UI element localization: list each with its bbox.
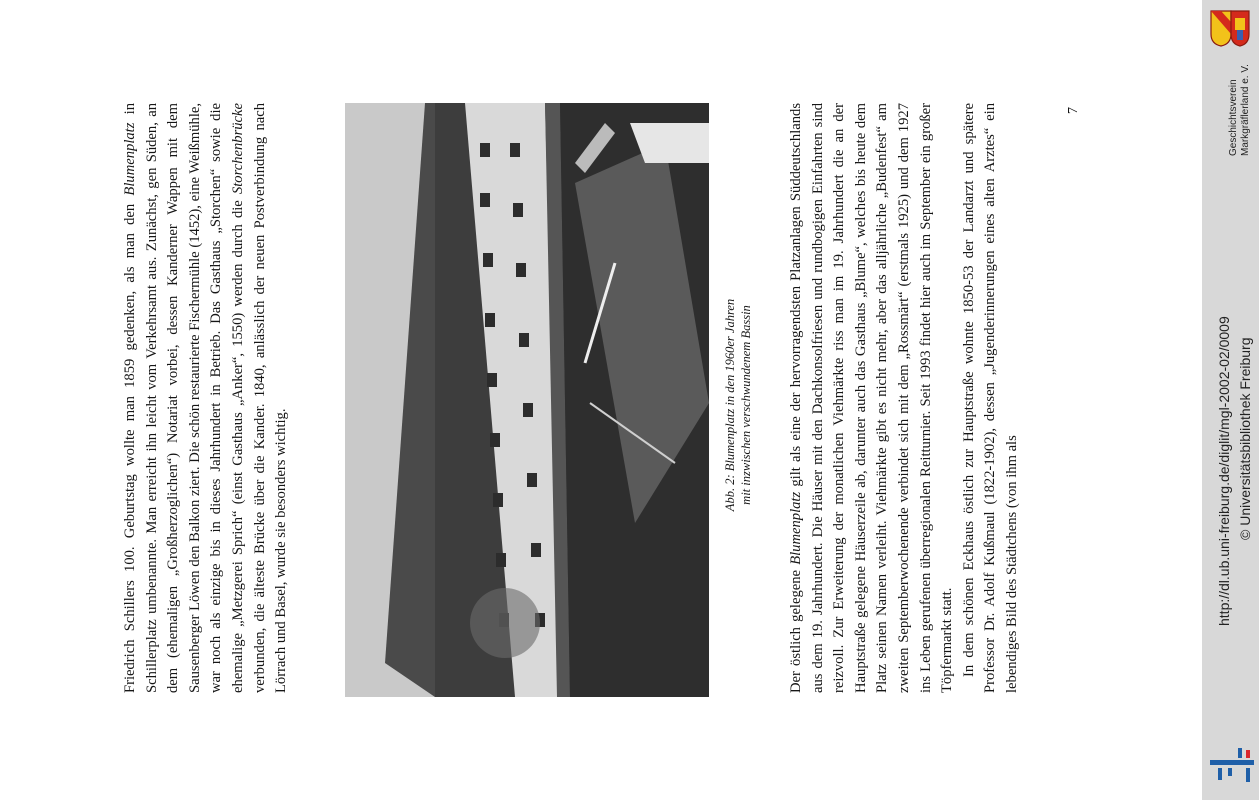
figure-caption <box>722 190 754 620</box>
ub-freiburg-logo-icon <box>1210 748 1254 782</box>
left-column-text <box>120 103 293 693</box>
right-paragraph-1: Der östlich gelegene Blumenplatz gilt als eine der hervorragendsten Platzanlagen Süddeutschlands aus dem 19. Jahrhundert. Die Häuser mit den Dachkonsolfriesen und rundbogigen Einfahrten sind reizvoll. Zur Erweiterung der monatlichen Viehmärkte riss man im 19. Jahrhundert die an der Hauptstraße gelegene Häuserzeile ab, darunter auch das Gasthaus „Blume“, welches bis heute dem Platz seinen Namen verleiht. Viehmärkte gibt es nicht mehr, aber das alljährliche „Budenfest“ am zweiten Septemberwochenende verbindet sich mit dem „Rossmärt“ (erstmals 1925) und dem 1927 ins Leben gerufenen überregionalen Reitturnier. Seit 1993 findet hier auch im September ein großer Töpfermarkt statt. <box>788 102 956 693</box>
right-paragraph-2: In dem schönen Eckhaus östlich zur Hauptstraße wohnte 1850-53 der Landarzt und spätere Professor Dr. Adolf Kußmaul (1822-1902), dessen „Jugenderinnerungen eines alten Arztes“ ein lebendiges Bild des Städtchens (von ihm als <box>960 103 1020 693</box>
caption-line-2: mit inzwischen verschwundenem Bassin <box>739 305 753 505</box>
society-name-line-2: Markgräflerland e. V. <box>1240 64 1251 156</box>
caption-line-1: Abb. 2: Blumenplatz in den 1960er Jahren <box>723 298 737 512</box>
left-paragraph-1: Friedrich Schillers 100. Geburtstag wollte man 1859 gedenken, als man den Blumenplatz in Schillerplatz umbenannte. Man erreicht ihn leicht vom Verkehrsamt aus. Zunächst, gen Süden, an dem (ehemaligen „Großherzoglichen“) Notariat vorbei, dessen Kanderner Wappen mit dem Sausenberger Löwen den Balkon ziert. Die schön restaurierte Fischermühle (1452), eine Weißmühle, war noch als einzige bis in dieses Jahrhundert in Betrieb. Das Gasthaus „Storchen“ sowie die ehemalige „Metzgerei Sprich“ (einst Gasthaus „Anker“, 1550) werden durch die Storchenbrücke verbunden, die älteste Brücke über die Kander. 1840, anlässlich der neuen Postverbindung nach Lörrach und Basel, wurde sie besonders wichtig. <box>122 103 290 693</box>
source-url-link[interactable]: http://dl.ub.uni-freiburg.de/diglit/mgl-2002-02/0009 <box>1216 316 1232 626</box>
blumenplatz-photo <box>345 103 709 697</box>
right-column-text <box>786 103 1024 693</box>
coat-of-arms-icon <box>1207 8 1253 48</box>
society-name-line-1: Geschichtsverein <box>1228 79 1239 156</box>
page-number: 7 <box>1066 107 1081 114</box>
copyright-notice: © Universitätsbibliothek Freiburg <box>1237 337 1253 540</box>
